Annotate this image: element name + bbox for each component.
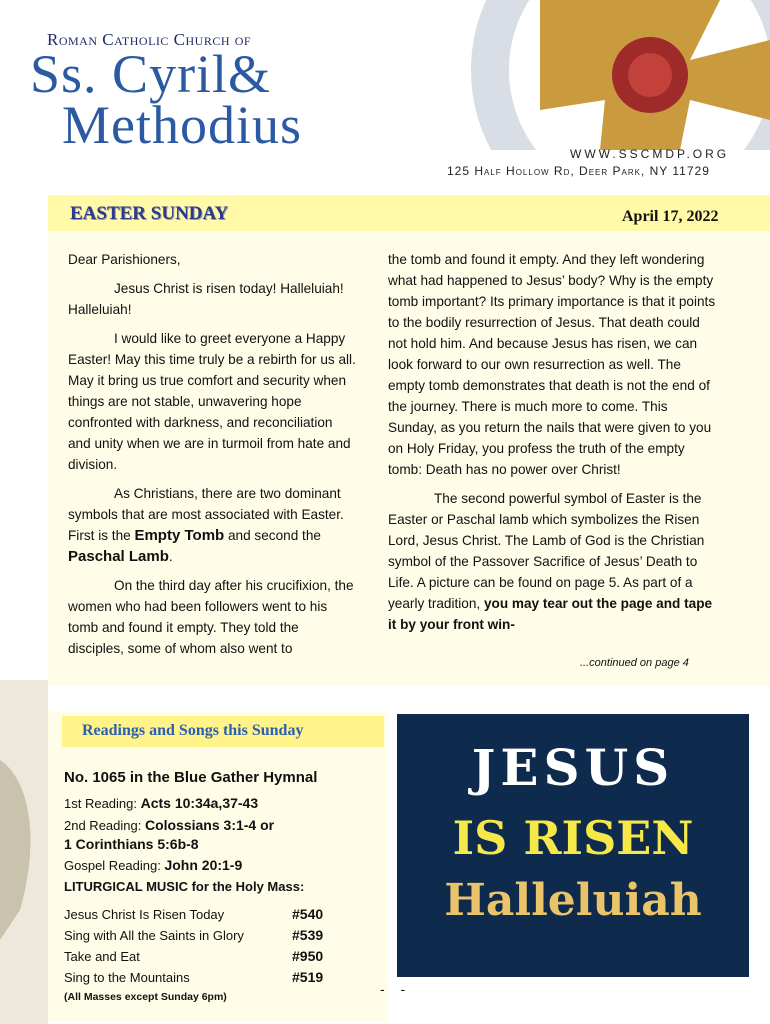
text-run: The second powerful symbol of Easter is the Easter or Paschal lamb which symbolizes the Risen Lord, Jesus Christ. The Lamb of God is the Christian symbol of the Passover Sacrifice of Jesus’ Death to Life. A picture can be found on page 5. As part of a yearly tradition, bbox=[388, 491, 705, 611]
first-reading bbox=[64, 795, 258, 811]
song-number: #950 bbox=[292, 948, 324, 964]
reading-or: or bbox=[256, 817, 275, 833]
cross-artwork bbox=[390, 0, 770, 150]
second-reading bbox=[64, 817, 274, 833]
song-number: #539 bbox=[292, 927, 324, 943]
reading-reference: John 20:1-9 bbox=[164, 857, 243, 873]
music-heading: LITURGICAL MUSIC for the Holy Mass: bbox=[64, 879, 305, 894]
song-number: #540 bbox=[292, 906, 324, 922]
church-name-line-2: Methodius bbox=[62, 95, 303, 155]
website-url: WWW.SSCMDP.ORG bbox=[570, 147, 730, 161]
second-reading-alt bbox=[64, 836, 199, 852]
letter-column-2 bbox=[388, 249, 718, 643]
letter-paragraph: On the third day after his crucifixion, the women who had been followers went to his tomb and found it empty. They told the disciples, some of whom also went to bbox=[68, 578, 354, 656]
text-run: As Christians, there are two dominant symbols that are most associated with Easter. First is the bbox=[68, 486, 344, 543]
dashes: - - bbox=[380, 981, 412, 997]
church-name-line-1: Ss. Cyril& bbox=[30, 44, 272, 104]
salutation: Dear Parishioners, bbox=[68, 252, 181, 267]
readings-title: Readings and Songs this Sunday bbox=[82, 722, 304, 739]
bulletin-date: April 17, 2022 bbox=[622, 208, 719, 225]
letter-paragraph bbox=[68, 483, 358, 567]
reading-reference: 1 Corinthians 5:6b-8 bbox=[64, 836, 199, 852]
empty-tomb-emphasis: Empty Tomb bbox=[134, 527, 225, 544]
text-run: . bbox=[168, 549, 173, 564]
song-number: #519 bbox=[292, 969, 324, 985]
bulletin-title: EASTER SUNDAY bbox=[70, 203, 229, 224]
letter-paragraph: Jesus Christ is risen today! Halleluiah! Halleluiah! bbox=[68, 281, 344, 317]
church-address: 125 Half Hollow Rd, Deer Park, NY 11729 bbox=[447, 164, 710, 178]
letter-paragraph: the tomb and found it empty. And they left wondering what had happened to Jesus’ body? Why is the empty tomb important? Its primary importance is that it points to the bodily resurrection of Jesus. That death could not hold him. And because Jesus has risen, we can look forward to our own resurrection as well. The empty tomb demonstrates that death is not the end of the journey. There is much more to come. This Sunday, as you return the nails that were given to you on Holy Friday, you profess the truth of the empty tomb: Death has no power over Christ! bbox=[388, 252, 716, 477]
reading-label: 2nd Reading: bbox=[64, 818, 145, 833]
banner-line-2: IS RISEN bbox=[452, 811, 694, 865]
church-prefix: Roman Catholic Church of bbox=[47, 30, 252, 49]
continued-note: ...continued on page 4 bbox=[580, 657, 689, 669]
letter-paragraph bbox=[388, 488, 718, 635]
tear-out-emphasis: you may tear out the page and tape it by your front win- bbox=[388, 596, 713, 632]
song-title: Jesus Christ Is Risen Today bbox=[64, 907, 225, 922]
cross-artwork-bottom bbox=[0, 680, 48, 1024]
banner-line-3: Halleluiah bbox=[444, 875, 702, 926]
mass-footnote: (All Masses except Sunday 6pm) bbox=[64, 991, 227, 1003]
reading-label: 1st Reading: bbox=[64, 796, 141, 811]
reading-reference: Acts 10:34a,37-43 bbox=[140, 795, 259, 811]
letter-paragraph: I would like to greet everyone a Happy Easter! May this time truly be a rebirth for us all. May it bring us true comfort and security when things are not stable, unwavering hope confronted with darkness, and reconciliation and unity when we are in turmoil from hate and division. bbox=[68, 331, 356, 472]
song-title: Sing to the Mountains bbox=[64, 970, 190, 985]
song-title: Sing with All the Saints in Glory bbox=[64, 928, 244, 943]
paschal-lamb-emphasis: Paschal Lamb bbox=[68, 548, 169, 565]
gospel-reading bbox=[64, 857, 242, 873]
text-run: and second the bbox=[224, 528, 321, 543]
banner-line-1: JESUS bbox=[471, 738, 675, 797]
hymnal-number: No. 1065 in the Blue Gather Hymnal bbox=[64, 769, 318, 786]
reading-reference: Colossians 3:1-4 bbox=[144, 817, 257, 833]
song-title: Take and Eat bbox=[64, 949, 140, 964]
reading-label: Gospel Reading: bbox=[64, 858, 165, 873]
letter-column-1 bbox=[68, 249, 358, 667]
